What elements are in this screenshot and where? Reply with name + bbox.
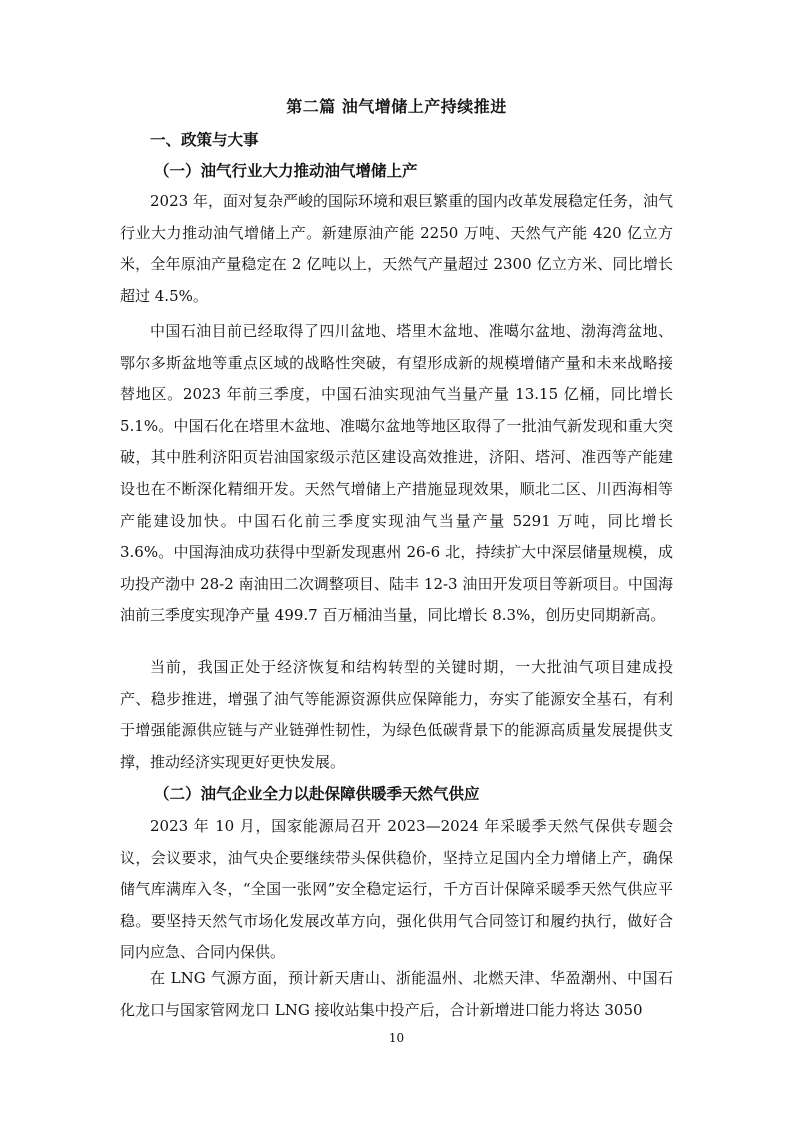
- paragraph-lng-supply: 在 LNG 气源方面，预计新天唐山、浙能温州、北燃天津、华盈潮州、中国石化龙口与国家管网龙口 LNG 接收站集中投产后，合计新增进口能力将达 3050: [120, 969, 673, 1019]
- section-heading-policy: 一、政策与大事: [150, 130, 259, 149]
- chapter-title: 第二篇 油气增储上产持续推进: [286, 97, 507, 116]
- paragraph-company-results: 中国石油目前已经取得了四川盆地、塔里木盆地、准噶尔盆地、渤海湾盆地、鄂尔多斯盆地等重点区域的战略性突破，有望形成新的规模增储产量和未来战略接替地区。2023 年前三季度，中国石油实现油气当量产量 13.15 亿桶，同比增长 5.1%。中国石化在塔里木盆地、准噶尔盆地等地区取得了一批油气新发现和重大突破，其中胜利济阳页岩油国家级示范区建设高效推进，济阳、塔河、准西等产能建设也在不断深化精细开发。天然气增储上产措施显现效果，顺北二区、川西海相等产能建设加快。中国石化前三季度实现油气当量产量 5291 万吨，同比增长 3.6%。中国海油成功获得中型新发现惠州 26-6 北，持续扩大中深层储量规模，成功投产渤中 28-2 南油田二次调整项目、陆丰 12-3 油田开发项目等新项目。中国海油前三季度实现净产量 499.7 百万桶油当量，同比增长 8.3%，创历史同期新高。: [120, 322, 673, 625]
- page-number: 10: [388, 1031, 405, 1045]
- paragraph-heating-meeting: 2023 年 10 月，国家能源局召开 2023—2024 年采暖季天然气保供专题会议，会议要求，油气央企要继续带头保供稳价，坚持立足国内全力增储上产，确保储气库满库入冬，“全国一张网”安全稳定运行，千方百计保障采暖季天然气供应平稳。要坚持天然气市场化发展改革方向，强化供用气合同签订和履约执行，做好合同内应急、合同内保供。: [120, 817, 673, 962]
- subsection-heading-production: （一）油气行业大力推动油气增储上产: [154, 161, 418, 180]
- paragraph-industry-output: 2023 年，面对复杂严峻的国际环境和艰巨繁重的国内改革发展稳定任务，油气行业大力推动油气增储上产。新建原油产能 2250 万吨、天然气产能 420 亿立方米，全年原油产量稳定在 2 亿吨以上，天然气产量超过 2300 亿立方米、同比增长超过 4.5%。: [120, 192, 673, 305]
- paragraph-energy-security: 当前，我国正处于经济恢复和结构转型的关键时期，一大批油气项目建成投产、稳步推进，增强了油气等能源资源供应保障能力，夯实了能源安全基石，有利于增强能源供应链与产业链弹性韧性，为绿色低碳背景下的能源高质量发展提供支撑，推动经济实现更好更快发展。: [120, 658, 673, 771]
- subsection-heading-heating-supply: （二）油气企业全力以赴保障供暖季天然气供应: [154, 784, 480, 803]
